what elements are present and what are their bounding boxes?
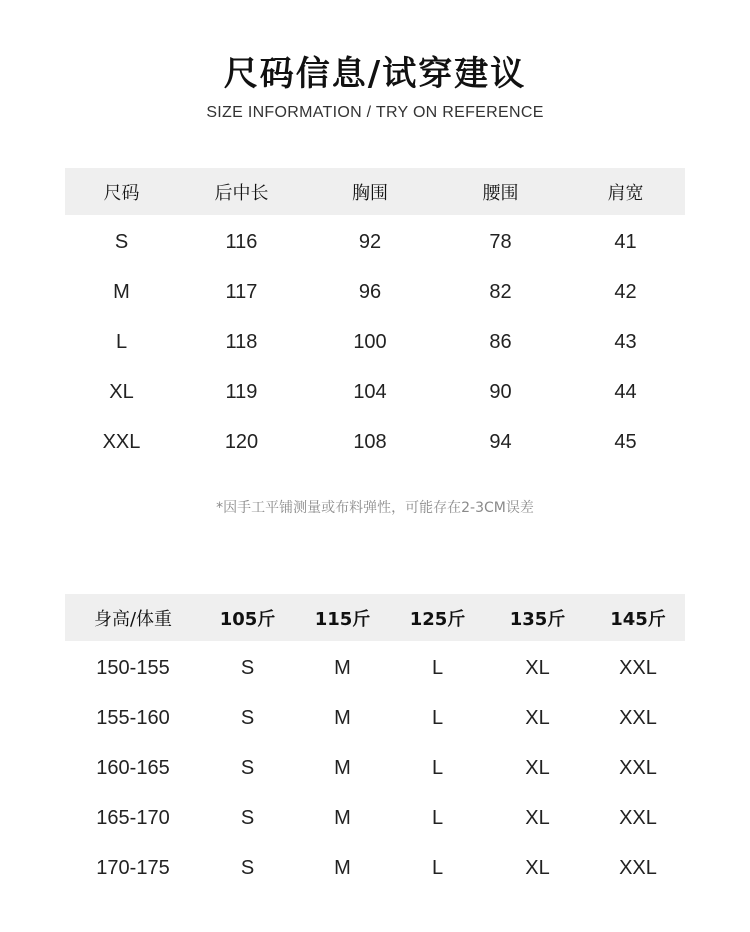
table-row	[65, 267, 685, 317]
table-row	[65, 743, 685, 793]
table-cell: XXL	[619, 656, 657, 679]
table-cell: 78	[489, 230, 512, 253]
table-cell: 86	[489, 330, 512, 353]
table-row	[65, 317, 685, 367]
header-back-length: 后中长	[178, 168, 305, 215]
table-cell: S	[240, 806, 255, 829]
table-cell: XXL	[619, 806, 657, 829]
table-cell: S	[240, 856, 255, 879]
table-cell: M	[334, 656, 351, 679]
table-cell: 104	[353, 380, 387, 403]
table-cell: 119	[225, 380, 258, 403]
table-cell: 155-160	[96, 706, 170, 729]
table-cell: S	[240, 656, 255, 679]
table-cell: XXL	[619, 706, 657, 729]
header-weight-115: 115斤	[294, 594, 391, 641]
table-row	[65, 641, 685, 693]
table-cell: 96	[358, 280, 382, 303]
table-cell: XL	[109, 380, 134, 403]
size-measurement-table	[65, 168, 685, 467]
table-row	[65, 843, 685, 893]
table-cell: 43	[614, 330, 637, 353]
table-cell: XXL	[619, 756, 657, 779]
table-cell: 90	[489, 380, 512, 403]
table-cell: 92	[358, 230, 382, 253]
table-cell: 160-165	[96, 756, 170, 779]
page-subtitle: SIZE INFORMATION / TRY ON REFERENCE	[206, 104, 544, 121]
table-cell: XL	[525, 706, 550, 729]
table-cell: 41	[614, 230, 637, 253]
table-cell: 118	[225, 330, 258, 353]
header-weight-125: 125斤	[391, 594, 484, 641]
table-cell: 94	[489, 430, 512, 453]
table-cell: L	[431, 756, 444, 779]
header-waist: 腰围	[435, 168, 566, 215]
header-weight-135: 135斤	[484, 594, 591, 641]
table-header-row	[65, 594, 685, 641]
table-row	[65, 693, 685, 743]
table-cell: XXL	[102, 430, 141, 453]
header-weight-145: 145斤	[591, 594, 685, 641]
table-cell: 42	[614, 280, 637, 303]
table-cell: XXL	[619, 856, 657, 879]
table-cell: 108	[353, 430, 387, 453]
table-cell: M	[334, 856, 351, 879]
table-cell: M	[334, 706, 351, 729]
header-shoulder: 肩宽	[566, 168, 685, 215]
table-cell: L	[431, 856, 444, 879]
table-cell: 117	[225, 280, 258, 303]
header-height-weight: 身高/体重	[65, 594, 201, 641]
table-cell: L	[431, 656, 444, 679]
table-row	[65, 215, 685, 267]
table-cell: XL	[525, 806, 550, 829]
table-cell: 165-170	[96, 806, 170, 829]
table-cell: 116	[225, 230, 258, 253]
table-row	[65, 417, 685, 467]
table-cell: XL	[525, 656, 550, 679]
table-cell: L	[115, 330, 128, 353]
table-cell: 44	[614, 380, 637, 403]
table-row	[65, 367, 685, 417]
table-cell: XL	[525, 756, 550, 779]
header-chest: 胸围	[305, 168, 435, 215]
header-weight-105: 105斤	[201, 594, 294, 641]
table-cell: S	[240, 706, 255, 729]
page-title: 尺码信息/试穿建议	[223, 54, 527, 94]
table-cell: 120	[224, 430, 259, 453]
table-cell: 82	[489, 280, 512, 303]
table-cell: 150-155	[96, 656, 170, 679]
table-cell: 100	[353, 330, 387, 353]
table-cell: 45	[614, 430, 637, 453]
table-cell: S	[114, 230, 129, 253]
table-cell: L	[431, 806, 444, 829]
table-cell: M	[334, 756, 351, 779]
header-size: 尺码	[65, 168, 178, 215]
table-header-row	[65, 168, 685, 215]
fit-recommendation-table	[65, 594, 685, 893]
table-cell: L	[431, 706, 444, 729]
table-cell: S	[240, 756, 255, 779]
table-cell: M	[113, 280, 130, 303]
table-cell: M	[334, 806, 351, 829]
table-cell: XL	[525, 856, 550, 879]
table-row	[65, 793, 685, 843]
measurement-error-note: *因手工平铺测量或布料弹性，可能存在2-3CM误差	[216, 500, 534, 516]
table-cell: 170-175	[96, 856, 170, 879]
